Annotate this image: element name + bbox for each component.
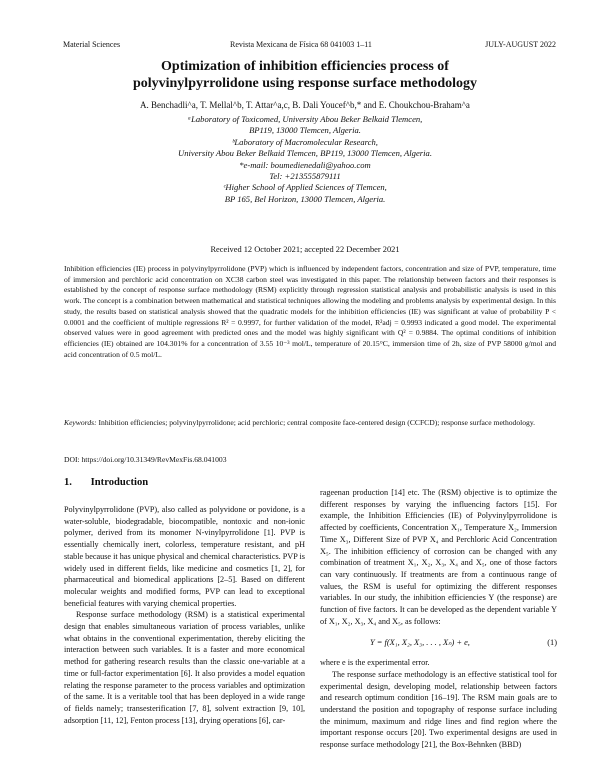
affiliation-phone: Tel: +213555879111 — [269, 171, 341, 182]
header-date: JULY-AUGUST 2022 — [485, 40, 556, 49]
affiliation-line: ᵇLaboratory of Macromolecular Research, — [232, 136, 378, 147]
doi-link[interactable]: DOI: https://doi.org/10.31349/RevMexFis.68.041003 — [64, 455, 227, 464]
affiliation-line: ᵃLaboratory of Toxicomed, University Abou Beker Belkaid Tlemcen, — [187, 114, 423, 124]
left-column — [64, 504, 305, 726]
affiliations — [60, 114, 550, 205]
section-title: Introduction — [90, 477, 149, 488]
section-heading-introduction — [64, 477, 148, 488]
author-list: A. Benchadli^a, T. Mellal^b, T. Attar^a,c, B. Dali Youcef^b,* and E. Choukchou-Braham^a — [140, 100, 470, 110]
affiliation-line: BP119, 13000 Tlemcen, Algeria. — [249, 125, 361, 136]
equation-1 — [320, 637, 557, 649]
right-column — [320, 487, 557, 751]
abstract — [64, 264, 556, 360]
affiliation-email: *e-mail: boumedienedali@yahoo.com — [239, 159, 371, 170]
paper-title — [60, 58, 550, 92]
equation-number: (1) — [547, 638, 557, 648]
intro-paragraph-4: where e is the experimental error. — [320, 658, 430, 668]
header-citation: Revista Mexicana de Física 68 041003 1–11 — [230, 40, 372, 49]
title-line-2: polyvinylpyrrolidone using response surface methodology — [132, 76, 478, 91]
intro-paragraph-1: Polyvinylpyrrolidone (PVP), also called as polyvidone or povidone, is a water-soluble, biodegradable, biocompatible, nontoxic and non-ionic polymer, derived from its monomer N-vinylpyrrolidone [1]. PVP is essentially chemically inert, colorless, temperature resistant, and pH stable because it has unique physical and chemical characteristics. PVP is widely used in different fields, like medicine and cosmetics [1, 2], for pharmaceutical and biomedical applications [2–5]. Based on different molecular weights and modified forms, PVP can lead to exceptional beneficial features with varying chemical properties. — [64, 505, 305, 608]
header-journal-section: Material Sciences — [63, 40, 121, 49]
affiliation-line: ᶜHigher School of Applied Sciences of Tlemcen, — [223, 182, 387, 193]
intro-paragraph-5: The response surface methodology is an effective statistical tool for experimental design, developing model, relationship between factors and research optimum condition [16–19]. The RSM main goals are to understand the position and topography of response surface including the minimum, maximum and ridge lines and find region where the important response occurs [20]. Two experimental designs are used in response surface methodology [21], the Box-Behnken (BBD) — [320, 669, 557, 750]
section-number: 1. — [64, 477, 72, 488]
keywords-label: Keywords: — [64, 418, 97, 427]
intro-paragraph-2: Response surface methodology (RSM) is a statistical experimental design that enables simultaneous variation of process variables, unlike what obtains in the conventional experimentation, thereby eliciting the interaction between such variables. It is a faster and more economical method for gathering research results than the classic one-variable at a time or full-factor experimentation [6]. It also provides a model equation relating the response parameter to the process variables and optimization of the same. It is a veritable tool that has been deployed in a wide range of fields namely; transesterification [7, 8], solvent extraction [9, 10], adsorption [11, 12], Fenton process [13], drying operations [6], car- — [64, 610, 305, 725]
intro-paragraph-3: rageenan production [14] etc. The (RSM) objective is to optimize the different responses by varying the influencing factors [15]. For example, the Inhibition Efficiencies (IE) of Polyvinylpyrrolidone is affected by coefficients, Concentration X₁, Temperature X₂, Immersion Time X₃, Different Size of PVP X₄ and Perchloric Acid Concentration X₅. The inhibition efficiency of corrosion can be changed with any combination of treatment X₁, X₂, X₃, X₄ and X₅, one of those factors can vary continuously. If treatments are from a continuous range of values, the RSM is useful for optimizing the different responses variables. In our study, the inhibition efficiencies Y (the response) are function of five factors. It can be developed as the dependent variable Y of X₁, X₂, X₃, X₄ and X₅, as follows: — [320, 488, 557, 626]
affiliation-line: University Abou Beker Belkaid Tlemcen, BP119, 13000 Tlemcen, Algeria. — [178, 148, 432, 159]
keywords-text: Inhibition efficiencies; polyvinylpyrrolidone; acid perchloric; central composite face-centered design (CCFCD); response surface methodology. — [98, 418, 536, 427]
received-dates: Received 12 October 2021; accepted 22 December 2021 — [210, 245, 400, 254]
keywords — [64, 418, 556, 429]
affiliation-line: BP 165, Bel Horizon, 13000 Tlemcen, Algeria. — [224, 193, 386, 204]
title-line-1: Optimization of inhibition efficiencies process of — [161, 59, 449, 74]
abstract-text: Inhibition efficiencies (IE) process in polyvinylpyrrolidone (PVP) which is influenced by independent factors, concentration and size of PVP, temperature, time of immersion and perchloric acid concentration on XC38 carbon steel was investigated in this paper. The relationship between factors and their responses is established by the concept of response surface methodology (RSM) explicitly through regression statistical analysis and probabilistic analysis is used in this work. The concept is a combination between mathematical and statistical techniques allowing the modeling and problems analysis by experimental design. In this study, the results based on statistical analysis showed that the quadratic models for the inhibition efficiencies (IE) was significant at value of probability P < 0.0001 and the coefficient of multiple regressions R² = 0.9997, for further validation of the model, R²adj = 0.9993 indicated a good model. The experimental observed values were in good agreement with predicted ones and the model was highly significant with Q² = 0.9884. The optimal conditions of inhibition efficiencies (IE) obtained are 104.301% for a concentration of 3.55 10⁻³ mol/L, temperature of 20.15°C, immersion time of 2h, size of PVP 58000 g/mol and acid concentration of 0.5 mol/L. — [64, 264, 556, 359]
equation-body: Y = f(X₁, X₂, X₃, . . . , Xₙ) + e, — [370, 638, 470, 648]
